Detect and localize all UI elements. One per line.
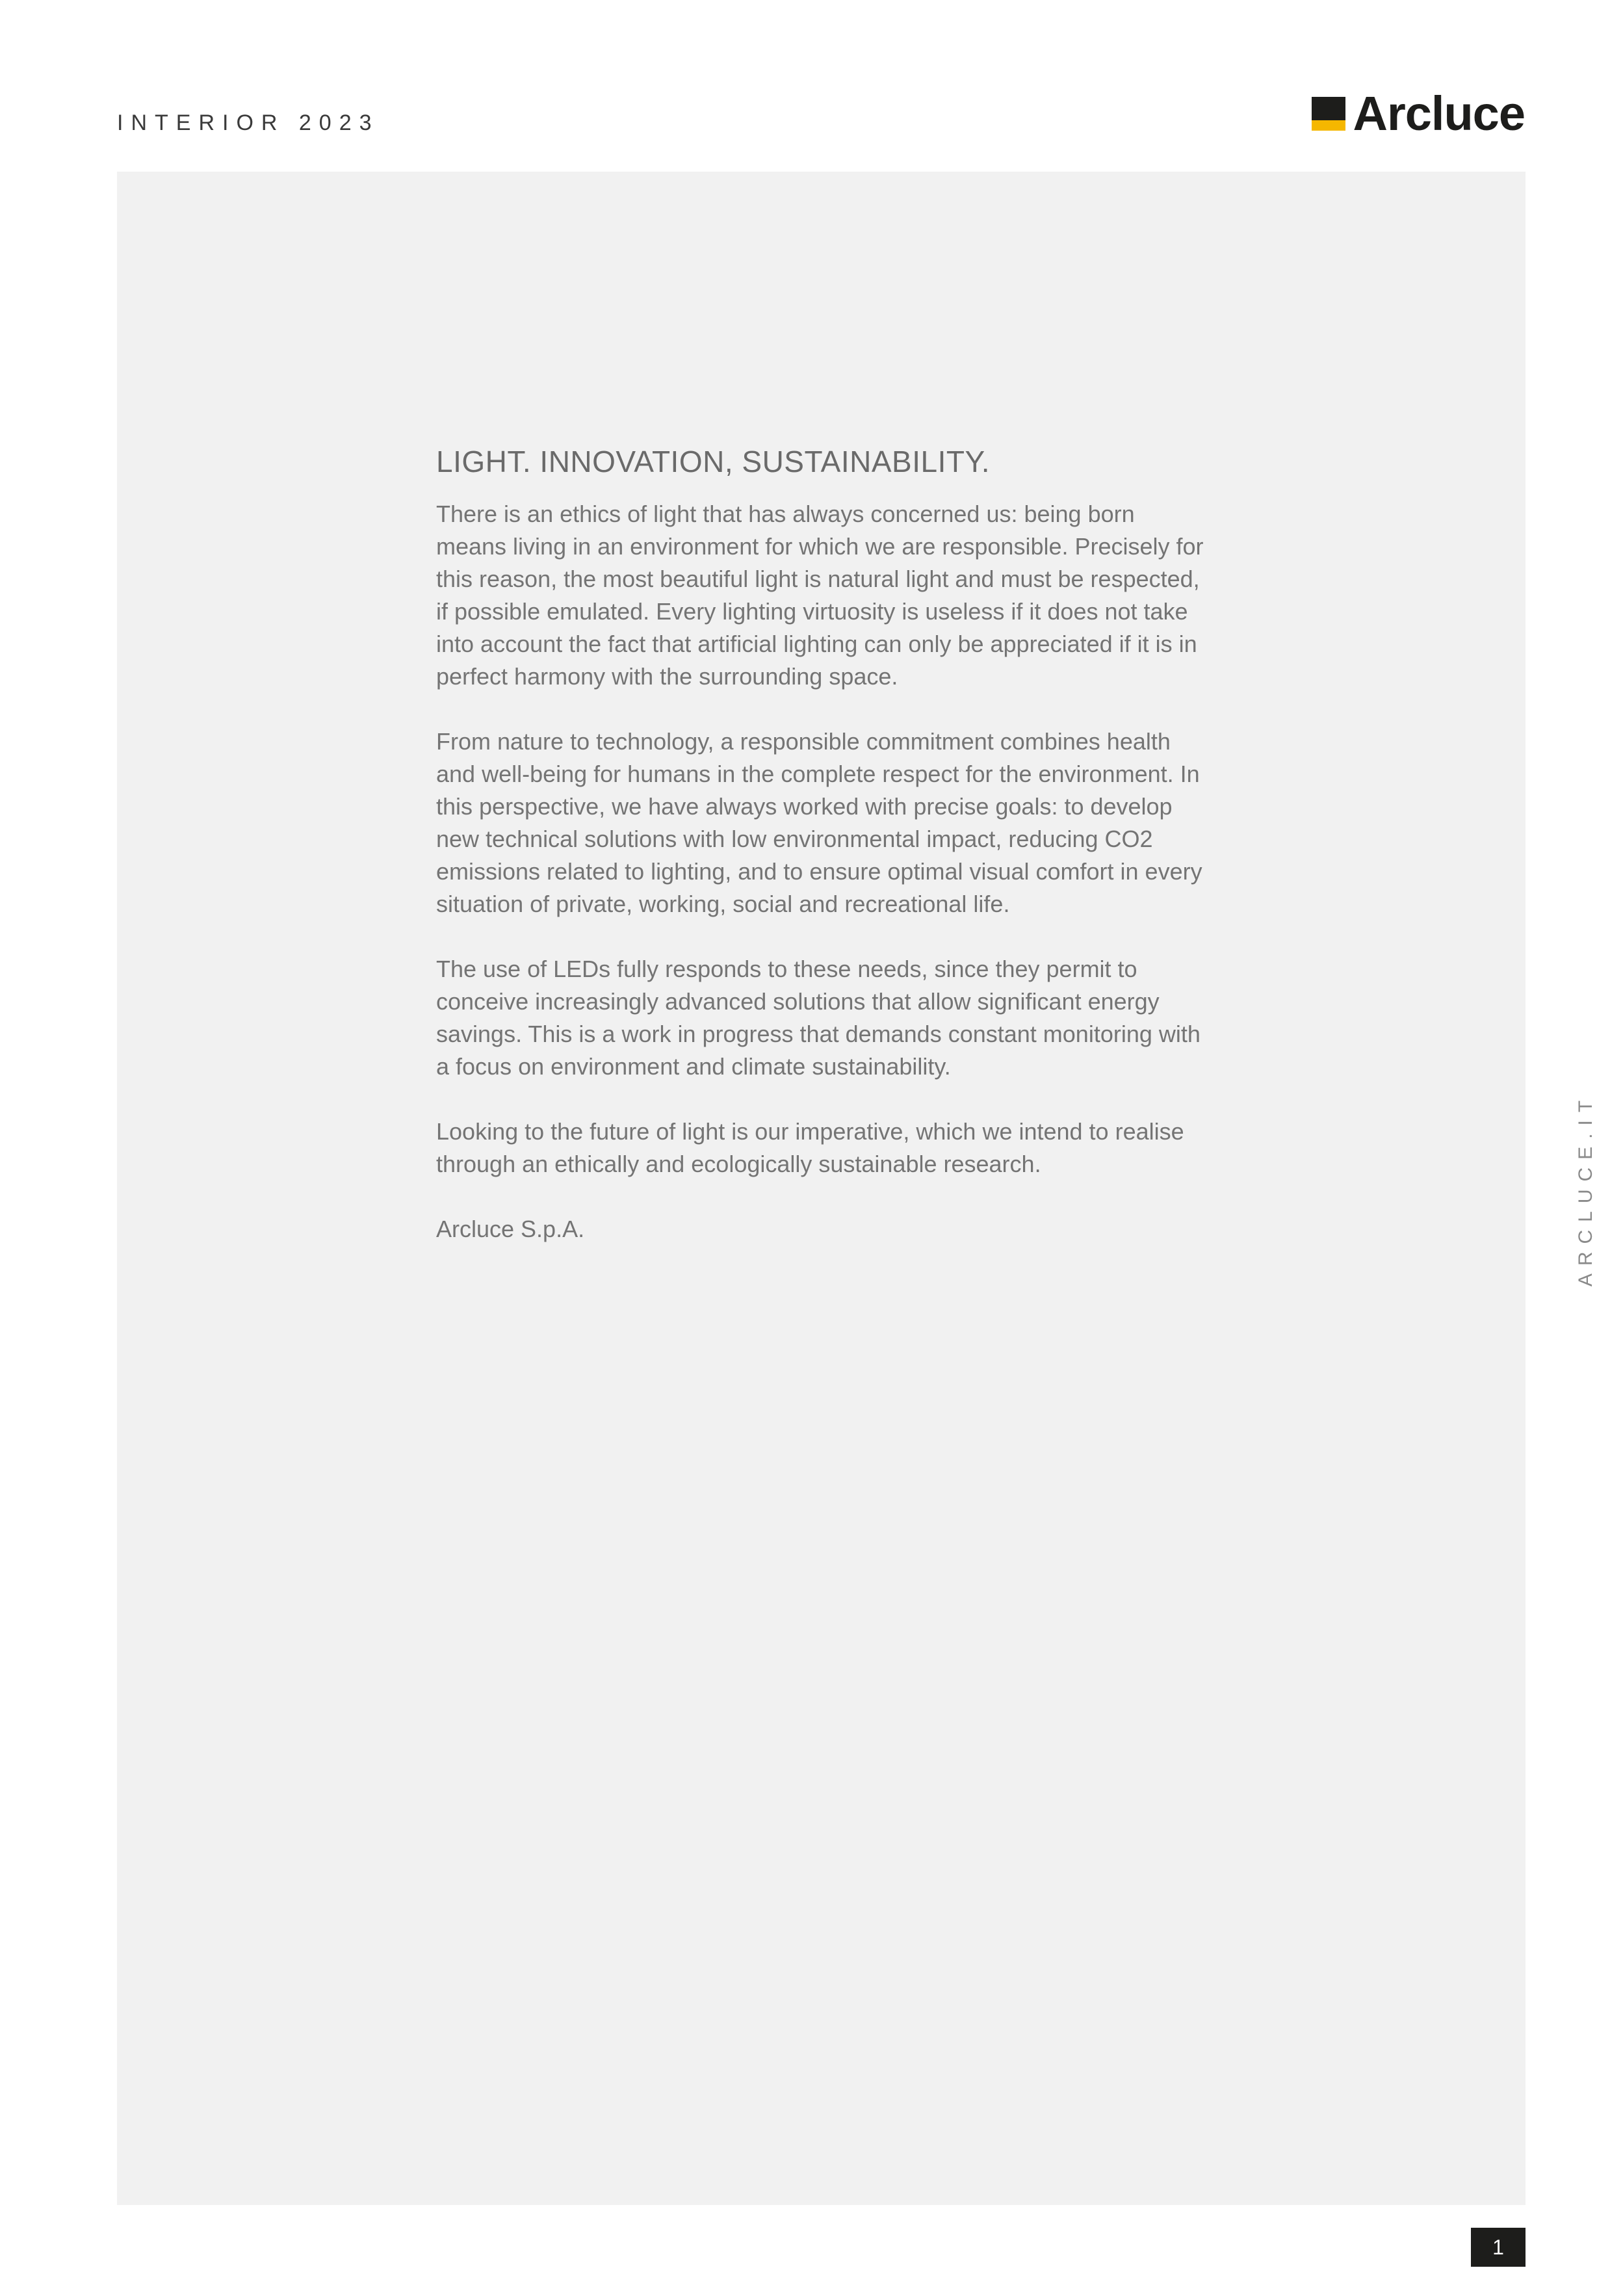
article-paragraph: Looking to the future of light is our imperative, which we intend to realise through an ethically and ecologically sustainable research. [436,1118,1184,1177]
website-link[interactable]: ARCLUCE.IT [1575,1092,1596,1287]
arcluce-logo[interactable] [1312,86,1525,140]
logo-wordmark: Arcluce [1353,86,1525,140]
page-number: 1 [1471,2228,1526,2267]
article-paragraph: From nature to technology, a responsible commitment combines health and well-being for humans in the complete respect for the environment. In this perspective, we have always worked with precise goals: to develop new technical solutions with low environmental impact, reducing CO2 emissions related to lighting, and to ensure optimal visual comfort in every situation of private, working, social and recreational life. [436,728,1202,917]
article-title: LIGHT. INNOVATION, SUSTAINABILITY. [436,445,990,478]
article-paragraph: The use of LEDs fully responds to these needs, since they permit to conceive increasingly advanced solutions that allow significant energy savings. This is a work in progress that demands constant monitoring with a focus on environment and climate sustainability. [436,956,1201,1080]
article-paragraph: There is an ethics of light that has always concerned us: being born means living in an environment for which we are responsible. Precisely for this reason, the most beautiful light is natural light and must be respected, if possible emulated. Every lighting virtuosity is useless if it does not take into account the fact that artificial lighting can only be appreciated if it is in perfect harmony with the surrounding space. [436,501,1204,690]
logo-mark-icon [1312,97,1345,131]
catalog-title: INTERIOR 2023 [117,111,380,135]
article-signature: Arcluce S.p.A. [436,1216,585,1242]
article [436,442,1210,1278]
